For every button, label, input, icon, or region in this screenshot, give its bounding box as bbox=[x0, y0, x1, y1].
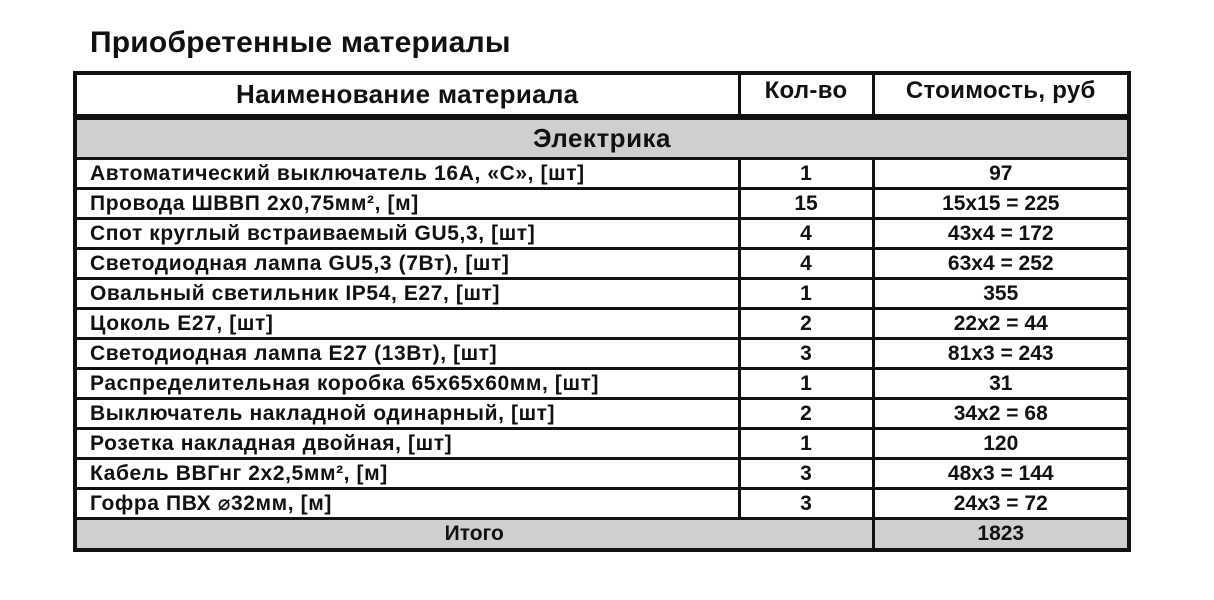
table-row bbox=[77, 459, 1127, 489]
table-row bbox=[77, 189, 1127, 219]
material-name-cell: Гофра ПВХ ⌀32мм, [м] bbox=[77, 489, 739, 519]
table-row bbox=[77, 489, 1127, 519]
cost-cell: 24х3 = 72 bbox=[873, 489, 1127, 519]
quantity-cell: 3 bbox=[739, 489, 873, 519]
cost-cell: 355 bbox=[873, 279, 1127, 309]
material-name-cell: Цоколь Е27, [шт] bbox=[77, 309, 739, 339]
cost-cell: 81х3 = 243 bbox=[873, 339, 1127, 369]
table-row bbox=[77, 219, 1127, 249]
quantity-cell: 1 bbox=[739, 159, 873, 189]
quantity-cell: 15 bbox=[739, 189, 873, 219]
materials-table bbox=[73, 71, 1131, 552]
quantity-cell: 2 bbox=[739, 399, 873, 429]
quantity-cell: 4 bbox=[739, 249, 873, 279]
table-row bbox=[77, 369, 1127, 399]
quantity-cell: 3 bbox=[739, 339, 873, 369]
cost-cell: 34х2 = 68 bbox=[873, 399, 1127, 429]
material-name-cell: Кабель ВВГнг 2х2,5мм², [м] bbox=[77, 459, 739, 489]
quantity-cell: 1 bbox=[739, 429, 873, 459]
quantity-cell: 1 bbox=[739, 369, 873, 399]
column-header-cost: Стоимость, руб bbox=[873, 75, 1127, 117]
material-name-cell: Розетка накладная двойная, [шт] bbox=[77, 429, 739, 459]
materials-grid bbox=[77, 75, 1127, 548]
cost-cell: 97 bbox=[873, 159, 1127, 189]
material-name-cell: Овальный светильник IP54, E27, [шт] bbox=[77, 279, 739, 309]
material-name-cell: Светодиодная лампа GU5,3 (7Вт), [шт] bbox=[77, 249, 739, 279]
total-label: Итого bbox=[77, 519, 873, 549]
table-row bbox=[77, 339, 1127, 369]
cost-cell: 120 bbox=[873, 429, 1127, 459]
cost-cell: 31 bbox=[873, 369, 1127, 399]
table-row bbox=[77, 399, 1127, 429]
table-row bbox=[77, 309, 1127, 339]
table-row bbox=[77, 279, 1127, 309]
material-name-cell: Распределительная коробка 65х65х60мм, [шт] bbox=[77, 369, 739, 399]
quantity-cell: 2 bbox=[739, 309, 873, 339]
cost-cell: 63х4 = 252 bbox=[873, 249, 1127, 279]
quantity-cell: 4 bbox=[739, 219, 873, 249]
quantity-cell: 3 bbox=[739, 459, 873, 489]
page-title: Приобретенные материалы bbox=[90, 26, 511, 59]
material-name-cell: Провода ШВВП 2х0,75мм², [м] bbox=[77, 189, 739, 219]
total-row bbox=[77, 519, 1127, 549]
section-row bbox=[77, 117, 1127, 159]
table-row bbox=[77, 249, 1127, 279]
material-name-cell: Автоматический выключатель 16А, «С», [шт] bbox=[77, 159, 739, 189]
header-row bbox=[77, 75, 1127, 117]
cost-cell: 43х4 = 172 bbox=[873, 219, 1127, 249]
cost-cell: 22х2 = 44 bbox=[873, 309, 1127, 339]
total-value: 1823 bbox=[873, 519, 1127, 549]
material-name-cell: Светодиодная лампа Е27 (13Вт), [шт] bbox=[77, 339, 739, 369]
table-row bbox=[77, 159, 1127, 189]
cost-cell: 48х3 = 144 bbox=[873, 459, 1127, 489]
table-row bbox=[77, 429, 1127, 459]
section-title: Электрика bbox=[77, 117, 1127, 159]
material-name-cell: Спот круглый встраиваемый GU5,3, [шт] bbox=[77, 219, 739, 249]
column-header-name: Наименование материала bbox=[77, 75, 739, 117]
cost-cell: 15х15 = 225 bbox=[873, 189, 1127, 219]
column-header-quantity: Кол-во bbox=[739, 75, 873, 117]
quantity-cell: 1 bbox=[739, 279, 873, 309]
material-name-cell: Выключатель накладной одинарный, [шт] bbox=[77, 399, 739, 429]
